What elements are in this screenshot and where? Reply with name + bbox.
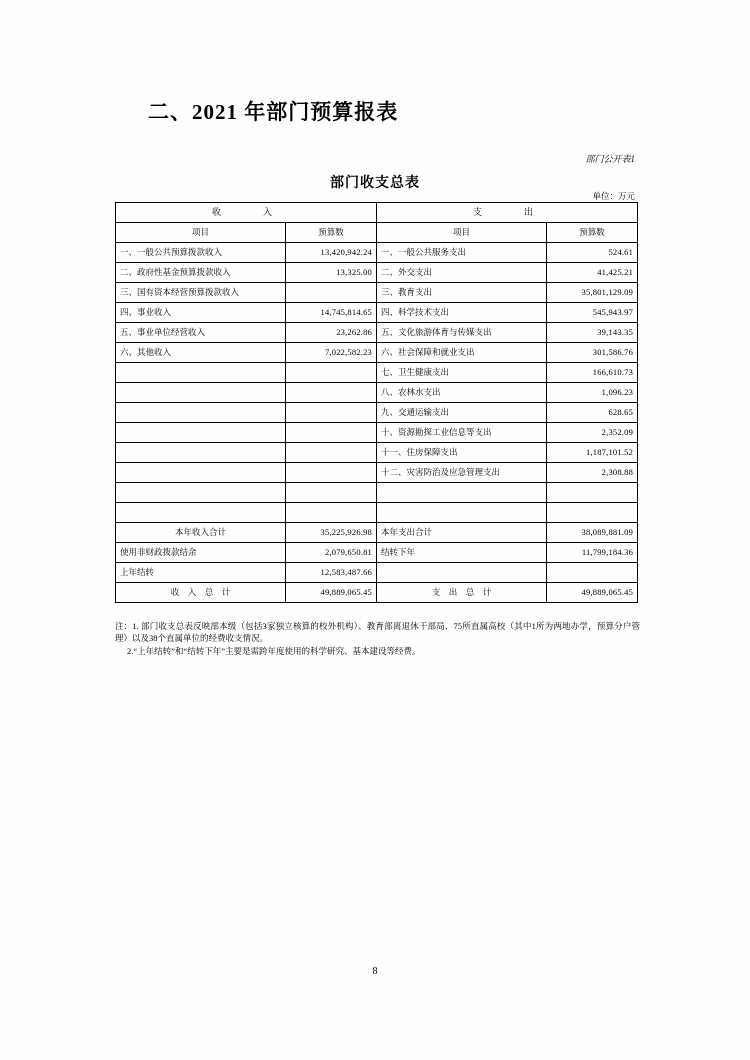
table-row-prior-carryover xyxy=(116,563,638,583)
table-row-grand-total xyxy=(116,583,638,603)
expense-amount: 35,801,129.09 xyxy=(547,283,638,303)
table-row-subtotal xyxy=(116,523,638,543)
income-item: 四、事业收入 xyxy=(116,303,286,323)
table-row xyxy=(116,283,638,303)
table-header-column-row xyxy=(116,223,638,243)
subtotal-expense-amount: 38,089,881.09 xyxy=(547,523,638,543)
expense-amount xyxy=(547,503,638,523)
income-item xyxy=(116,383,286,403)
prior-carryover-amount: 12,583,487.66 xyxy=(286,563,377,583)
income-amount xyxy=(286,463,377,483)
expense-amount: 1,096.23 xyxy=(547,383,638,403)
table-row xyxy=(116,423,638,443)
income-amount xyxy=(286,363,377,383)
expense-item: 一、一般公共服务支出 xyxy=(377,243,547,263)
form-code-label: 部门公开表1 xyxy=(585,154,635,164)
table-notes xyxy=(115,620,640,657)
income-item: 三、国有资本经营预算拨款收入 xyxy=(116,283,286,303)
grand-total-income-amount: 49,889,065.45 xyxy=(286,583,377,603)
expense-item: 三、教育支出 xyxy=(377,283,547,303)
page-number: 8 xyxy=(372,966,378,977)
expense-item: 四、科学技术支出 xyxy=(377,303,547,323)
subtotal-income-amount: 35,225,926.98 xyxy=(286,523,377,543)
table-row xyxy=(116,403,638,423)
note-line-2: 2.“上年结转”和“结转下年”主要是需跨年度使用的科学研究、基本建设等经费。 xyxy=(127,645,421,656)
income-amount xyxy=(286,423,377,443)
header-expense-amount: 预算数 xyxy=(547,223,638,243)
income-item xyxy=(116,403,286,423)
income-item: 一、一般公共预算拨款收入 xyxy=(116,243,286,263)
expense-item: 十二、灾害防治及应急管理支出 xyxy=(377,463,547,483)
unit-note: 单位：万元 xyxy=(592,191,635,201)
income-amount: 13,420,942.24 xyxy=(286,243,377,263)
header-income-item: 项目 xyxy=(116,223,286,243)
grand-total-income-label: 收 入 总 计 xyxy=(116,583,286,603)
expense-item: 九、交通运输支出 xyxy=(377,403,547,423)
table-row xyxy=(116,483,638,503)
income-item: 五、事业单位经营收入 xyxy=(116,323,286,343)
grand-total-expense-label: 支 出 总 计 xyxy=(377,583,547,603)
header-income-group: 收 入 xyxy=(116,203,377,223)
carryover-in-income-amount: 2,079,650.81 xyxy=(286,543,377,563)
income-item xyxy=(116,483,286,503)
income-amount xyxy=(286,403,377,423)
table-row xyxy=(116,463,638,483)
carryover-in-income-label: 使用非财政拨款结余 xyxy=(116,543,286,563)
prior-carryover-expense-label xyxy=(377,563,547,583)
income-item: 六、其他收入 xyxy=(116,343,286,363)
prior-carryover-expense-amount xyxy=(547,563,638,583)
expense-amount: 2,308.88 xyxy=(547,463,638,483)
header-income-amount: 预算数 xyxy=(286,223,377,243)
income-item xyxy=(116,503,286,523)
income-amount: 14,745,814.65 xyxy=(286,303,377,323)
income-amount xyxy=(286,283,377,303)
table-row xyxy=(116,303,638,323)
expense-item: 五、文化旅游体育与传媒支出 xyxy=(377,323,547,343)
income-amount: 13,325.00 xyxy=(286,263,377,283)
subtotal-expense-label: 本年支出合计 xyxy=(377,523,547,543)
table-title: 部门收支总表 xyxy=(330,176,420,191)
expense-amount xyxy=(547,483,638,503)
table-row xyxy=(116,323,638,343)
expense-item: 十一、住房保障支出 xyxy=(377,443,547,463)
expense-item: 六、社会保障和就业支出 xyxy=(377,343,547,363)
carryover-next-year-label: 结转下年 xyxy=(377,543,547,563)
expense-item: 七、卫生健康支出 xyxy=(377,363,547,383)
table-row xyxy=(116,383,638,403)
page-title: 二、2021 年部门预算报表 xyxy=(148,100,399,124)
income-amount xyxy=(286,443,377,463)
table-row xyxy=(116,243,638,263)
table-row xyxy=(116,363,638,383)
table-row xyxy=(116,263,638,283)
income-amount xyxy=(286,383,377,403)
expense-amount: 545,943.97 xyxy=(547,303,638,323)
grand-total-expense-amount: 49,889,065.45 xyxy=(547,583,638,603)
note-line-1: 注：1. 部门收支总表反映部本级（包括3家独立核算的校外机构）、教育部离退休干部局、75所直属高校（其中1所为两地办学，预算分户管理）以及38个直属单位的经费收支情况。 xyxy=(115,621,640,644)
expense-amount: 39,143.35 xyxy=(547,323,638,343)
expense-amount: 41,425.21 xyxy=(547,263,638,283)
carryover-next-year-amount: 11,799,184.36 xyxy=(547,543,638,563)
table-header-group-row xyxy=(116,203,638,223)
income-amount xyxy=(286,483,377,503)
table-row xyxy=(116,503,638,523)
expense-amount: 166,610.73 xyxy=(547,363,638,383)
expense-amount: 628.65 xyxy=(547,403,638,423)
income-item xyxy=(116,463,286,483)
header-expense-group: 支 出 xyxy=(377,203,638,223)
income-item xyxy=(116,423,286,443)
expense-amount: 301,586.76 xyxy=(547,343,638,363)
header-expense-item: 项目 xyxy=(377,223,547,243)
table-row-carryover-in xyxy=(116,543,638,563)
income-item xyxy=(116,363,286,383)
income-amount: 23,262.86 xyxy=(286,323,377,343)
expense-item xyxy=(377,503,547,523)
table-row xyxy=(116,443,638,463)
expense-amount: 2,352.09 xyxy=(547,423,638,443)
expense-item: 八、农林水支出 xyxy=(377,383,547,403)
expense-item: 二、外交支出 xyxy=(377,263,547,283)
income-amount: 7,022,582.23 xyxy=(286,343,377,363)
income-amount xyxy=(286,503,377,523)
income-item: 二、政府性基金预算拨款收入 xyxy=(116,263,286,283)
expense-amount: 524.61 xyxy=(547,243,638,263)
expense-item xyxy=(377,483,547,503)
table-row xyxy=(116,343,638,363)
expense-item: 十、资源勘探工业信息等支出 xyxy=(377,423,547,443)
prior-carryover-label: 上年结转 xyxy=(116,563,286,583)
income-item xyxy=(116,443,286,463)
subtotal-income-label: 本年收入合计 xyxy=(116,523,286,543)
budget-table xyxy=(115,202,638,603)
expense-amount: 1,187,101.52 xyxy=(547,443,638,463)
